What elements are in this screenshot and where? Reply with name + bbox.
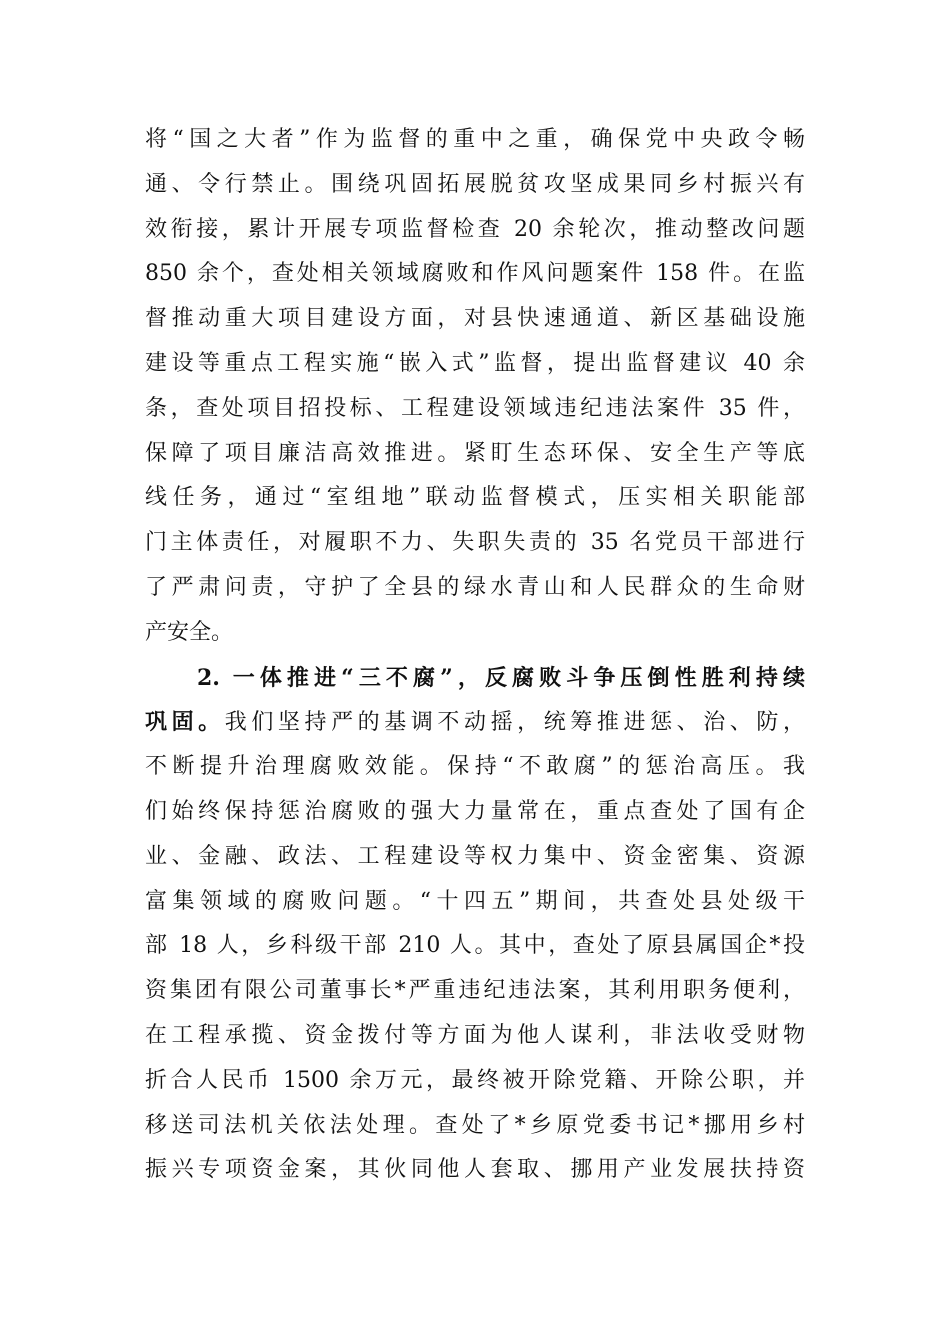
document-body: [145, 118, 805, 1193]
text-line: 振兴专项资金案，其伙同他人套取、挪用产业发展扶持资: [145, 1157, 805, 1183]
text-line: [145, 700, 805, 745]
text-line: 业、金融、政法、工程建设等权力集中、资金密集、资源: [145, 843, 805, 869]
text-line: 了严肃问责，守护了全县的绿水青山和人民群众的生命财: [145, 574, 805, 600]
text-line: 不断提升治理腐败效能。保持“不敢腐”的惩治高压。我: [145, 754, 805, 780]
text-line: 资集团有限公司董事长*严重违纪违法案，其利用职务便利，: [145, 978, 805, 1004]
text-line: 折合人民币 1500 余万元，最终被开除党籍、开除公职，并: [145, 1067, 805, 1093]
text-line: 条，查处项目招投标、工程建设领域违纪违法案件 35 件，: [145, 395, 805, 421]
text-line: 产安全。: [145, 619, 234, 645]
text-line: 保障了项目廉洁高效推进。紧盯生态环保、安全生产等底: [145, 440, 805, 466]
text-line: 线任务，通过“室组地”联动监督模式，压实相关职能部: [145, 485, 805, 511]
text-line: 督推动重大项目建设方面，对县快速通道、新区基础设施: [145, 306, 805, 332]
paragraph-three-no-corruption: [145, 656, 805, 1194]
paragraph-supervision-results: [145, 118, 805, 656]
text-line: 移送司法机关依法处理。查处了*乡原党委书记*挪用乡村: [145, 1112, 805, 1138]
text-line: 部 18 人，乡科级干部 210 人。其中，查处了原县属国企*投: [145, 933, 805, 959]
section-heading-end: 巩固。: [145, 709, 225, 736]
text-line: 门主体责任，对履职不力、失职失责的 35 名党员干部进行: [145, 530, 805, 556]
text-line: 将“国之大者”作为监督的重中之重，确保党中央政令畅: [145, 127, 805, 152]
text-line: 建设等重点工程实施“嵌入式”监督，提出监督建议 40 余: [145, 350, 805, 376]
text-line: 在工程承揽、资金拨付等方面为他人谋利，非法收受财物: [145, 1022, 805, 1048]
text-line: 们始终保持惩治腐败的强大力量常在，重点查处了国有企: [145, 798, 805, 824]
text-line: 效衔接，累计开展专项监督检查 20 余轮次，推动整改问题: [145, 216, 805, 242]
text-line: 850 余个，查处相关领域腐败和作风问题案件 158 件。在监: [145, 261, 805, 287]
text-line: 富集领域的腐败问题。“十四五”期间，共查处县处级干: [145, 888, 805, 914]
text-run: 我们坚持严的基调不动摇，统筹推进惩、治、防，: [224, 710, 805, 736]
section-heading: 2. 一体推进“三不腐”，反腐败斗争压倒性胜利持续: [197, 664, 805, 691]
text-line: 通、令行禁止。围绕巩固拓展脱贫攻坚成果同乡村振兴有: [145, 171, 805, 197]
